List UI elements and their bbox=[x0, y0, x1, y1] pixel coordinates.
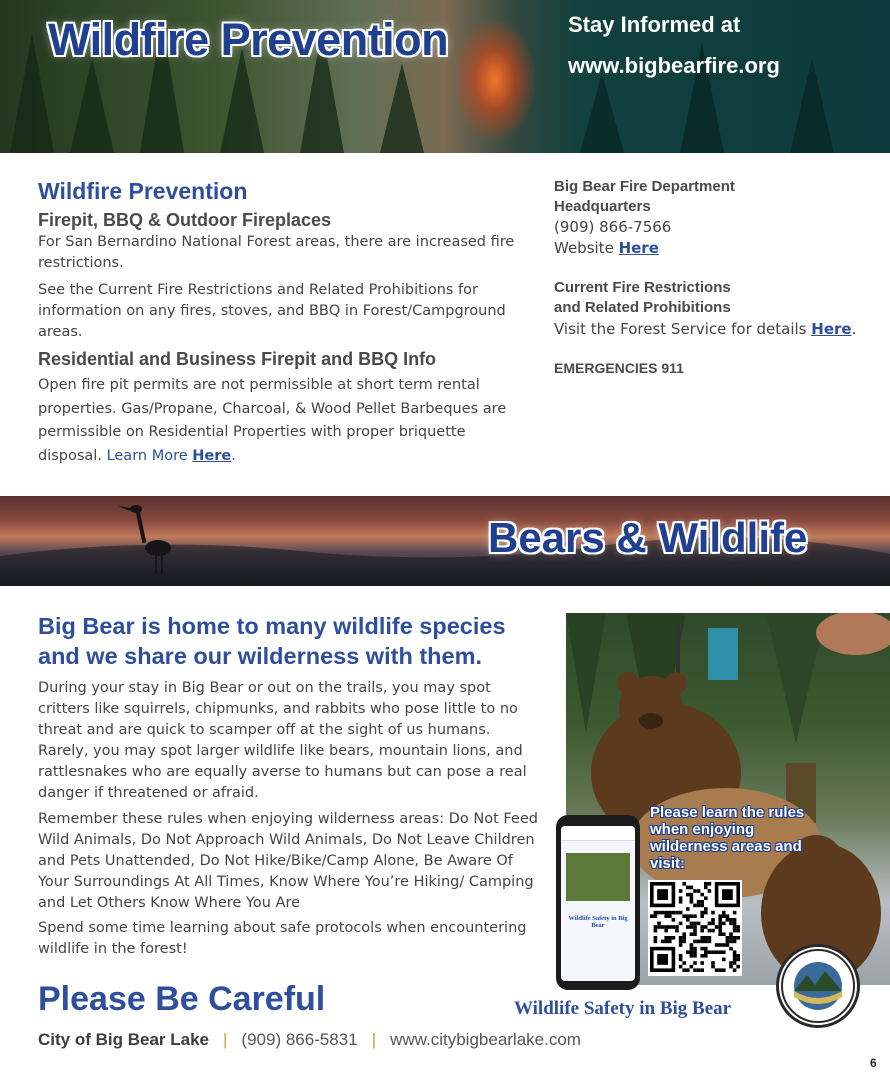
wildlife-heading-line2: and we share our wilderness with them. bbox=[38, 643, 482, 669]
footer-separator: | bbox=[223, 1030, 228, 1049]
restrictions-line2: and Related Prohibitions bbox=[554, 299, 731, 316]
restrictions-heading bbox=[554, 278, 731, 318]
subheading-residential: Residential and Business Firepit and BBQ Info bbox=[38, 349, 437, 369]
forest-service-link[interactable]: Here bbox=[811, 320, 852, 338]
footer-website[interactable]: www.citybigbearlake.com bbox=[390, 1030, 581, 1049]
phone-screen bbox=[561, 826, 635, 981]
qr-code[interactable] bbox=[648, 880, 742, 976]
city-seal-logo bbox=[776, 944, 860, 1028]
seal-icon bbox=[779, 947, 857, 1025]
page-number: 6 bbox=[870, 1056, 877, 1070]
period: . bbox=[851, 320, 857, 338]
fire-dept-line1: Big Bear Fire Department bbox=[554, 178, 735, 195]
bears-wildlife-title: Bears & Wildlife bbox=[488, 514, 808, 561]
qr-caption: Please learn the rules when enjoying wilderness areas and visit: bbox=[650, 804, 805, 872]
subheading-firepit: Firepit, BBQ & Outdoor Fireplaces bbox=[38, 210, 332, 230]
footer-separator: | bbox=[371, 1030, 377, 1049]
phone-screen-photo bbox=[566, 853, 630, 901]
period: . bbox=[231, 447, 236, 464]
learn-more-link[interactable]: Here bbox=[192, 447, 232, 464]
tree-shape bbox=[580, 73, 624, 153]
forest-service-visit bbox=[554, 319, 856, 340]
stay-informed-text: Stay Informed at bbox=[568, 12, 741, 37]
restrictions-line1: Current Fire Restrictions bbox=[554, 279, 731, 296]
fire-dept-name bbox=[554, 177, 735, 217]
footer-contact bbox=[38, 1030, 581, 1050]
residential-text: Open fire pit permits are not permissible at short term rental properties. Gas/Propane, Charcoal, & Wood Pellet Barbeques are permissible on Residential Properties with proper briquette disposal. bbox=[38, 377, 507, 464]
please-be-careful-heading: Please Be Careful bbox=[38, 980, 326, 1018]
paragraph-residential bbox=[38, 374, 508, 468]
tree-shape bbox=[380, 63, 424, 153]
emergency-number: EMERGENCIES 911 bbox=[554, 360, 684, 376]
fire-glow bbox=[455, 20, 535, 140]
tree-shape bbox=[790, 58, 834, 153]
fire-dept-phone[interactable]: (909) 866-7566 bbox=[554, 218, 672, 236]
wildlife-heading bbox=[38, 611, 558, 671]
fire-dept-line2: Headquarters bbox=[554, 198, 651, 215]
section-heading-wildfire: Wildfire Prevention bbox=[38, 178, 248, 204]
fire-dept-website bbox=[554, 238, 659, 259]
learn-more-text: Learn More bbox=[106, 447, 188, 464]
paragraph-rules: Remember these rules when enjoying wilderness areas: Do Not Feed Wild Animals, Do Not Approach Wild Animals, Do Not Leave Children and Pets Unattended, Do Not Hike/Bike/Camp Alone, Be Aware Of Your Surroundings At All Times, Know Where You’re Hiking/ Camping and Let Others Know Where You Are bbox=[38, 811, 538, 911]
visit-text: Visit the Forest Service for details bbox=[554, 320, 807, 338]
paragraph-wildlife: During your stay in Big Bear or out on the trails, you may spot critters like squirrels, chipmunks, and rabbits who pose little to no threat and are quick to scamper off at the sight of us humans. Rarely, you may spot larger wildlife like bears, mountain lions, and rattlesnakes who are equally averse to humans but can pose a real danger if threatened or afraid. bbox=[38, 680, 527, 801]
website-label: Website bbox=[554, 239, 614, 257]
paragraph-restrictions: For San Bernardino National Forest areas, there are increased fire restrictions. bbox=[38, 234, 515, 271]
wildlife-safety-label: Wildlife Safety in Big Bear bbox=[514, 998, 732, 1019]
footer-phone[interactable]: (909) 866-5831 bbox=[241, 1030, 358, 1049]
paragraph-protocols: Spend some time learning about safe protocols when encountering wildlife in the forest! bbox=[38, 920, 527, 957]
footer-city-name: City of Big Bear Lake bbox=[38, 1030, 209, 1049]
phone-screen-header bbox=[561, 826, 635, 841]
wildlife-heading-line1: Big Bear is home to many wildlife species bbox=[38, 613, 506, 639]
tree-shape bbox=[70, 58, 114, 153]
paragraph-see-restrictions: See the Current Fire Restrictions and Related Prohibitions for information on any fires, stoves, and BBQ in Forest/Campground areas. bbox=[38, 282, 506, 340]
page-title: Wildfire Prevention bbox=[48, 14, 449, 65]
phone-screen-title: Wildlife Safety in Big Bear bbox=[568, 915, 628, 929]
website-link[interactable]: Here bbox=[618, 239, 659, 257]
qr-code-pattern bbox=[648, 880, 742, 976]
fire-website-url[interactable]: www.bigbearfire.org bbox=[568, 53, 780, 78]
